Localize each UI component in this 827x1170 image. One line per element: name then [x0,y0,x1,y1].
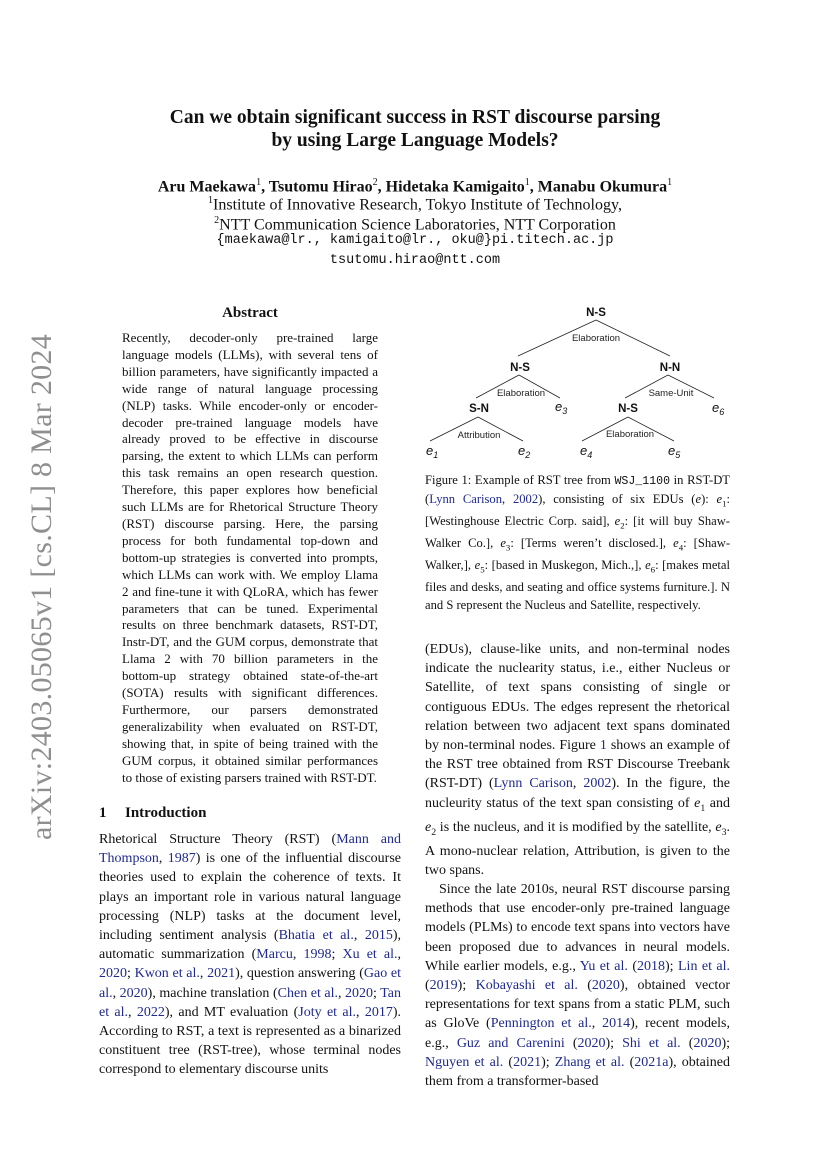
edu-leaf: $e_2$ [518,443,531,460]
text-run: is the nucleus, and it is modified by the satellite, [436,819,716,835]
citation-link[interactable]: Lin et al. [678,958,730,974]
text-run: , [128,1004,137,1020]
text-run: , [502,491,513,506]
text-run: ( [564,1035,578,1051]
math-subscript: 1 [700,802,706,814]
text-run: , [158,851,168,867]
relation-label: Attribution [457,430,501,441]
text-run: ); [457,978,476,994]
title-line-1: Can we obtain significant success in RST discourse parsing [169,107,661,128]
text-run: Figure 1: Example of RST tree from [425,473,615,487]
text-run: ) is one of the influential discourse theories used to explain the coherence of texts. It plays an important role in various natural language processing (NLP) tasks at the document level, including sentiment analysis ( [99,851,402,944]
section-heading-introduction [99,805,206,822]
citation-link[interactable]: Kobayashi et al. [475,978,578,994]
section-title: Introduction [125,805,207,821]
citation-link[interactable]: 2020 [693,1035,722,1051]
citation-link[interactable]: 2020 [345,985,374,1001]
citation-link[interactable]: 1987 [167,851,196,867]
abstract-text: Recently, decoder-only pre-trained large language models (LLMs), with several tens of billion parameters, have significantly impacted a wide range of natural language processing (NLP) tasks. While encoder-only or encoder-decoder pre-trained language models have already proved to be effective in discourse parsing, the extent to which LLMs can perform this task remains an open research question. Therefore, this paper explores how beneficial such LLMs are for Rhetorical Structure Theory (RST) discourse parsing. Here, the parsing process for both fundamental top-down and bottom-up strategies is converted into prompts, which LLMs can work with. We employ Llama 2 and fine-tune it with QLoRA, which has fewer parameters that can be tuned. Experimental results on three benchmark datasets, RST-DT, Instr-DT, and the GUM corpus, demonstrate that Llama 2 with 70 billion parameters in the bottom-up strategy obtained state-of-the-art (SOTA) results with significant differences. Furthermore, our parsers demonstrated generalizability when evaluated on RST-DT, showing that, in spite of being trained with the GUM corpus, it obtained similar performances to those of existing parsers trained with RST-DT. [122,330,378,785]
text-run: ), automatic summarization ( [99,928,401,963]
citation-link[interactable]: Zhang et al. [554,1054,625,1070]
email-line-1[interactable]: {maekawa@lr., kamigaito@lr., oku@}pi.titech.ac.jp [216,233,614,248]
text-run: ( [577,978,592,994]
math-subscript: 2 [431,826,437,838]
text-run: ( [680,1035,694,1051]
text-run: ), recent models, e.g., [425,1016,731,1051]
text-run: ); [605,1035,623,1051]
citation-link[interactable]: Pennington et al. [490,1016,592,1032]
text-run: ), and MT evaluation ( [164,1004,299,1020]
edu-leaf: $e_4$ [580,443,593,460]
text-run: , [356,1004,365,1020]
citation-link[interactable]: Bhatia et al. [278,928,354,944]
document-id: WSJ_1100 [614,475,671,488]
citation-link[interactable]: 2020 [119,985,148,1001]
math-symbol: e [715,819,722,835]
relation-label: Elaboration [605,429,655,440]
tree-node-right: N-N [659,362,681,374]
text-run: : [based in Muskegon, Mich.,], [484,557,646,572]
text-run: , [353,928,365,944]
section-number: 1 [99,805,107,821]
citation-link[interactable]: 2022 [136,1004,165,1020]
author-name: Aru Maekawa [157,178,257,196]
text-run: ), consisting of six EDUs ( [538,491,696,506]
rst-tree-figure [418,300,738,465]
math-symbol: e [500,535,506,550]
author-name: Hidetaka Kamigaito [385,178,525,196]
tree-node-left: N-S [510,362,530,374]
citation-link[interactable]: 1 [599,738,607,754]
math-symbol: e [614,513,621,528]
text-run: ( [624,1054,635,1070]
math-subscript: 4 [678,542,684,553]
citation-link[interactable]: 2020 [99,966,127,982]
math-subscript: 2 [620,520,625,531]
introduction-paragraph [99,830,401,1080]
author-affiliation-mark: 2 [372,177,378,188]
math-symbol: e [645,557,651,572]
body-paragraph [425,880,730,1091]
text-run: ); [721,1035,730,1051]
text-run: and [705,795,731,811]
text-run: ; [127,966,135,982]
text-run: , [397,947,402,963]
author-affiliation-mark: 1 [524,177,530,188]
author-list: Aru Maekawa$^1$, Tsutomu Hirao$^2$, Hidetaka Kamigaito$^1$, Manabu Okumura$^1$ [157,177,673,196]
citation-link[interactable]: Yu et al. [579,958,628,974]
email-line-2[interactable]: tsutomu.hirao@ntt.com [329,253,501,268]
math-symbol: e [425,819,432,835]
text-run: , [112,985,120,1001]
citation-link[interactable]: 2020 [591,978,620,994]
edu-leaf: $e_5$ [668,443,681,460]
text-run: ). According to RST, a text is represented as a binarized constituent tree (RST-tree), whose terminal nodes correspond to elementary discourse units [99,1004,401,1078]
math-subscript: 5 [480,564,485,575]
citation-link[interactable]: Tan et al. [99,985,402,1020]
text-run: ( [627,958,638,974]
citation-link[interactable]: Mann and Thompson [99,832,401,867]
affiliation-number: 1 [208,195,214,206]
citation-link[interactable]: 2021a [634,1054,669,1070]
citation-link[interactable]: Joty et al. [298,1004,356,1020]
text-run: ), obtained them from a transformer-based [425,1054,730,1090]
text-run: ): [701,491,717,506]
text-run: ; [331,947,343,963]
citation-link[interactable]: Chen et al. [277,985,338,1001]
citation-link[interactable]: Shi et al. [622,1035,681,1051]
text-run: ), question answering ( [235,966,364,982]
citation-link[interactable]: Lynn Carison [493,776,573,792]
citation-link[interactable]: 2019 [429,978,458,994]
title-line-2: by using Large Language Models? [271,130,559,151]
text-run: ), obtained vector representations for text spans from a static PLM, such as GloVe ( [425,978,730,1032]
citation-link[interactable]: 2002 [512,491,539,506]
math-symbol: e [474,557,481,572]
affiliation-text: Institute of Innovative Research, Tokyo Institute of Technology, [213,196,622,214]
citation-link[interactable]: Gao et al. [99,966,402,1001]
text-run: Rhetorical Structure Theory (RST) ( [99,832,337,847]
citation-link[interactable]: 2018 [637,958,666,974]
text-run: . A mono-nuclear relation, Attribution, is given to the two spans. [425,819,730,878]
text-run: ( [425,978,430,994]
edu-leaf: $e_1$ [426,443,439,460]
math-subscript: 6 [650,564,656,575]
citation-link[interactable]: 2002 [583,776,612,792]
text-run: , [338,985,346,1001]
math-subscript: 1 [722,498,727,509]
affiliation-number: 2 [214,215,220,226]
citation-link[interactable]: Xu et al. [342,947,398,963]
text-run: (EDUs), clause-like units, and non-terminal nodes indicate the nuclearity status, i.e., either Nucleus or Satellite, of text spans consisting of single or contiguous EDUs. The edges represent the rhetorical relation between two adjacent text spans dominated by non-terminal nodes. Figure [425,642,730,754]
rst-tree-diagram [418,300,738,465]
math-symbol: e [695,491,702,506]
text-run: ( [503,1054,514,1070]
citation-link[interactable]: Kwon et al. [134,966,200,982]
text-run: : [Shaw-Walker,], [425,535,731,572]
citation-link[interactable]: 1998 [303,947,332,963]
text-run: : [Westinghouse Electric Corp. said], [425,491,731,528]
math-symbol: e [716,491,723,506]
text-run: ); [665,958,678,974]
math-subscript: 3 [721,826,727,838]
edu-leaf: $e_3$ [555,399,568,416]
text-run: : [makes metal files and desks, and seating and office systems furniture.]. N and S represent the Nucleus and Satellite, respectively. [425,557,731,612]
author-affiliation-mark: 1 [256,177,262,188]
text-run: , [199,966,208,982]
right-column-text [425,640,730,1091]
citation-link[interactable]: Marcu [256,947,293,963]
edu-leaf: $e_6$ [712,400,725,417]
text-run: : [it will buy Shaw-Walker Co.], [425,513,731,550]
author-name: Tsutomu Hirao [268,178,373,196]
citation-link[interactable]: Lynn Carison [429,491,503,506]
text-run: ), machine translation ( [147,985,278,1001]
text-run: : [Terms weren’t disclosed.], [510,535,674,550]
citation-link[interactable]: Nguyen et al. [425,1054,504,1070]
citation-link[interactable]: 2015 [364,928,393,944]
author-name: Manabu Okumura [537,178,668,196]
math-symbol: e [673,535,679,550]
text-run: Since the late 2010s, neural RST discourse parsing methods that use encoder-only pre-trained language models (PLMs) to encode text spans into vectors have been proposed due to advances in neural models. While earlier models, e.g., [425,882,730,974]
abstract-heading: Abstract [222,305,278,321]
paper-title [100,106,730,152]
affiliation-text: NTT Communication Science Laboratories, NTT Corporation [219,216,616,234]
citation-link[interactable]: 2021 [207,966,236,982]
citation-link[interactable]: 2020 [577,1035,606,1051]
relation-label: Elaboration [496,388,546,399]
citation-link[interactable]: Guz and Carenini [456,1035,565,1051]
citation-link[interactable]: 2017 [364,1004,393,1020]
citation-link[interactable]: 2014 [602,1016,631,1032]
relation-label: Same-Unit [648,388,694,399]
body-paragraph [425,640,730,880]
tree-node-root: N-S [586,307,606,319]
text-run: , [591,1016,603,1032]
arxiv-identifier-stamp: arXiv:2403.05065v1 [cs.CL] 8 Mar 2024 [25,333,58,840]
figure-caption [425,472,730,614]
citation-link[interactable]: 2021 [513,1054,542,1070]
text-run: ); [541,1054,555,1070]
text-run: ). In the figure, the nucleurity status of the text span consisting of [425,776,731,811]
math-symbol: e [694,795,701,811]
text-run: , [292,947,304,963]
text-run: ; [373,985,381,1001]
math-subscript: 3 [505,542,511,553]
tree-node-right-left: N-S [618,403,638,415]
author-affiliation-mark: 1 [667,177,673,188]
text-run: in RST-DT ( [425,473,730,506]
tree-node-left-left: S-N [469,403,489,415]
text-run: , [572,776,584,792]
relation-label: Elaboration [571,333,621,344]
text-run: shows an example of the RST tree obtained from RST Discourse Treebank (RST-DT) ( [425,738,730,792]
